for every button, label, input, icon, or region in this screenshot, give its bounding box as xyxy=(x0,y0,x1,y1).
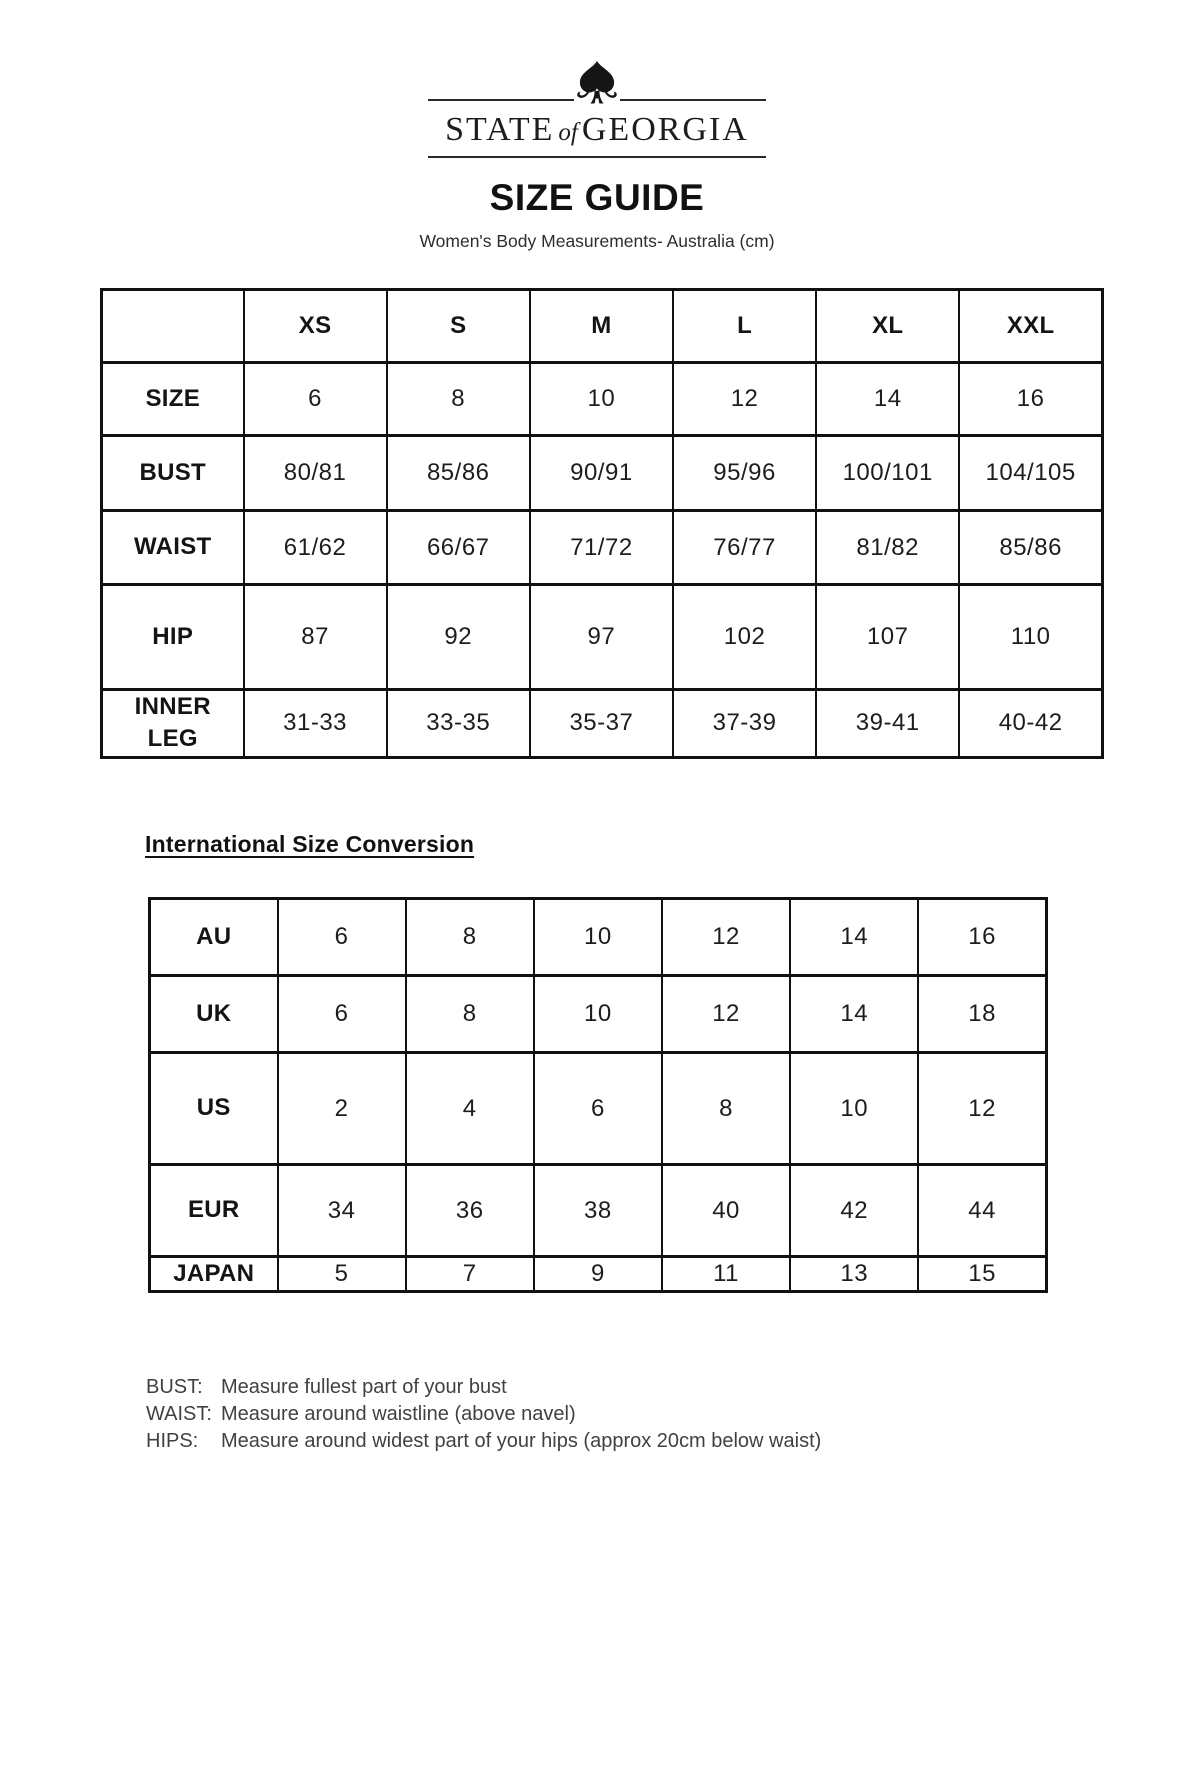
value-cell: 107 xyxy=(816,585,959,690)
value-cell: 10 xyxy=(534,976,662,1053)
note-hips xyxy=(146,1428,821,1455)
row-label-cell xyxy=(150,1165,278,1257)
value-cell: 40 xyxy=(662,1165,790,1257)
note-bust-text: Measure fullest part of your bust xyxy=(221,1376,507,1398)
value-cell: 61/62 xyxy=(244,511,387,585)
value-cell: 4 xyxy=(406,1053,534,1165)
value-cell: 14 xyxy=(790,899,918,976)
value-cell: 90/91 xyxy=(530,436,673,511)
row-label: JAPAN xyxy=(173,1260,255,1287)
value-cell: 35-37 xyxy=(530,690,673,758)
conversion-heading: International Size Conversion xyxy=(145,831,475,857)
row-label: AU xyxy=(196,922,232,950)
page-title: SIZE GUIDE xyxy=(489,177,705,218)
row-label-cell xyxy=(150,1053,278,1165)
page-subtitle: Women's Body Measurements- Australia (cm) xyxy=(419,231,775,251)
value-cell: 38 xyxy=(534,1165,662,1257)
value-cell: 80/81 xyxy=(244,436,387,511)
row-label-cell xyxy=(102,363,244,436)
row-label-cell xyxy=(102,436,244,511)
column-header-cell: M xyxy=(530,290,673,363)
brand-word-state: STATE xyxy=(445,111,555,148)
logo-left-rule xyxy=(428,99,574,101)
row-label-cell xyxy=(102,585,244,690)
value-cell: 12 xyxy=(662,899,790,976)
value-cell: 14 xyxy=(790,976,918,1053)
value-cell: 44 xyxy=(918,1165,1046,1257)
value-cell: 8 xyxy=(387,363,530,436)
value-cell: 6 xyxy=(534,1053,662,1165)
column-header-cell: XXL xyxy=(959,290,1102,363)
value-cell: 102 xyxy=(673,585,816,690)
value-cell: 42 xyxy=(790,1165,918,1257)
value-cell: 9 xyxy=(534,1257,662,1292)
table-row xyxy=(150,976,1047,1053)
row-label: BUST xyxy=(139,458,207,486)
row-label-cell xyxy=(102,690,244,758)
table-row xyxy=(102,363,1103,436)
measurement-notes xyxy=(146,1374,821,1455)
value-cell: 37-39 xyxy=(673,690,816,758)
logo-right-rule xyxy=(620,99,766,101)
value-cell: 95/96 xyxy=(673,436,816,511)
brand-logo xyxy=(428,60,766,106)
value-cell: 87 xyxy=(244,585,387,690)
column-header-cell: XS xyxy=(244,290,387,363)
table-row xyxy=(150,1053,1047,1165)
row-label-cell xyxy=(150,899,278,976)
value-cell: 8 xyxy=(406,976,534,1053)
value-cell: 36 xyxy=(406,1165,534,1257)
column-header-cell: XL xyxy=(816,290,959,363)
value-cell: 11 xyxy=(662,1257,790,1292)
note-waist xyxy=(146,1401,821,1428)
value-cell: 18 xyxy=(918,976,1046,1053)
value-cell: 31-33 xyxy=(244,690,387,758)
note-hips-label: HIPS: xyxy=(146,1430,199,1452)
value-cell: 8 xyxy=(406,899,534,976)
value-cell: 10 xyxy=(790,1053,918,1165)
tree-icon xyxy=(574,60,620,106)
value-cell: 6 xyxy=(278,976,406,1053)
measurements-table xyxy=(100,288,1104,759)
value-cell: 34 xyxy=(278,1165,406,1257)
value-cell: 81/82 xyxy=(816,511,959,585)
row-label-cell xyxy=(150,976,278,1053)
column-header-cell: S xyxy=(387,290,530,363)
value-cell: 16 xyxy=(959,363,1102,436)
value-cell: 13 xyxy=(790,1257,918,1292)
value-cell: 100/101 xyxy=(816,436,959,511)
column-header-cell: L xyxy=(673,290,816,363)
row-label: EUR xyxy=(187,1196,240,1224)
note-hips-text: Measure around widest part of your hips (approx 20cm below waist) xyxy=(221,1430,822,1452)
value-cell: 104/105 xyxy=(959,436,1102,511)
value-cell: 97 xyxy=(530,585,673,690)
document-header xyxy=(0,0,1194,252)
row-label: INNER LEG xyxy=(134,693,211,753)
table-row xyxy=(102,511,1103,585)
brand-word-of: of xyxy=(558,119,578,146)
value-cell: 39-41 xyxy=(816,690,959,758)
table-row xyxy=(102,436,1103,511)
value-cell: 92 xyxy=(387,585,530,690)
row-label: HIP xyxy=(152,622,194,650)
value-cell: 2 xyxy=(278,1053,406,1165)
note-waist-text: Measure around waistline (above navel) xyxy=(221,1403,576,1425)
value-cell: 40-42 xyxy=(959,690,1102,758)
value-cell: 110 xyxy=(959,585,1102,690)
table-header-row xyxy=(102,290,1103,363)
note-bust-label: BUST: xyxy=(146,1376,203,1398)
value-cell: 66/67 xyxy=(387,511,530,585)
brand-wordmark xyxy=(0,113,1194,147)
value-cell: 16 xyxy=(918,899,1046,976)
value-cell: 12 xyxy=(918,1053,1046,1165)
note-bust xyxy=(146,1374,821,1401)
value-cell: 15 xyxy=(918,1257,1046,1292)
table-row xyxy=(150,899,1047,976)
conversion-table xyxy=(148,897,1048,1293)
value-cell: 85/86 xyxy=(959,511,1102,585)
value-cell: 12 xyxy=(662,976,790,1053)
row-label: UK xyxy=(196,999,232,1027)
value-cell: 12 xyxy=(673,363,816,436)
value-cell: 10 xyxy=(534,899,662,976)
table-row xyxy=(102,585,1103,690)
value-cell: 14 xyxy=(816,363,959,436)
value-cell: 71/72 xyxy=(530,511,673,585)
value-cell: 85/86 xyxy=(387,436,530,511)
note-waist-label: WAIST: xyxy=(146,1403,212,1425)
row-label: US xyxy=(196,1094,231,1122)
table-row xyxy=(150,1165,1047,1257)
table-row xyxy=(102,690,1103,758)
value-cell: 5 xyxy=(278,1257,406,1292)
table-row xyxy=(150,1257,1047,1292)
value-cell: 10 xyxy=(530,363,673,436)
row-label-cell xyxy=(102,511,244,585)
value-cell: 6 xyxy=(244,363,387,436)
row-label: SIZE xyxy=(145,384,201,412)
row-label-cell xyxy=(150,1257,278,1292)
value-cell: 76/77 xyxy=(673,511,816,585)
column-header-cell xyxy=(102,290,244,363)
row-label: WAIST xyxy=(134,533,212,561)
value-cell: 7 xyxy=(406,1257,534,1292)
value-cell: 6 xyxy=(278,899,406,976)
value-cell: 8 xyxy=(662,1053,790,1165)
brand-word-georgia: GEORGIA xyxy=(581,111,749,148)
brand-underline-rule xyxy=(428,156,766,158)
value-cell: 33-35 xyxy=(387,690,530,758)
